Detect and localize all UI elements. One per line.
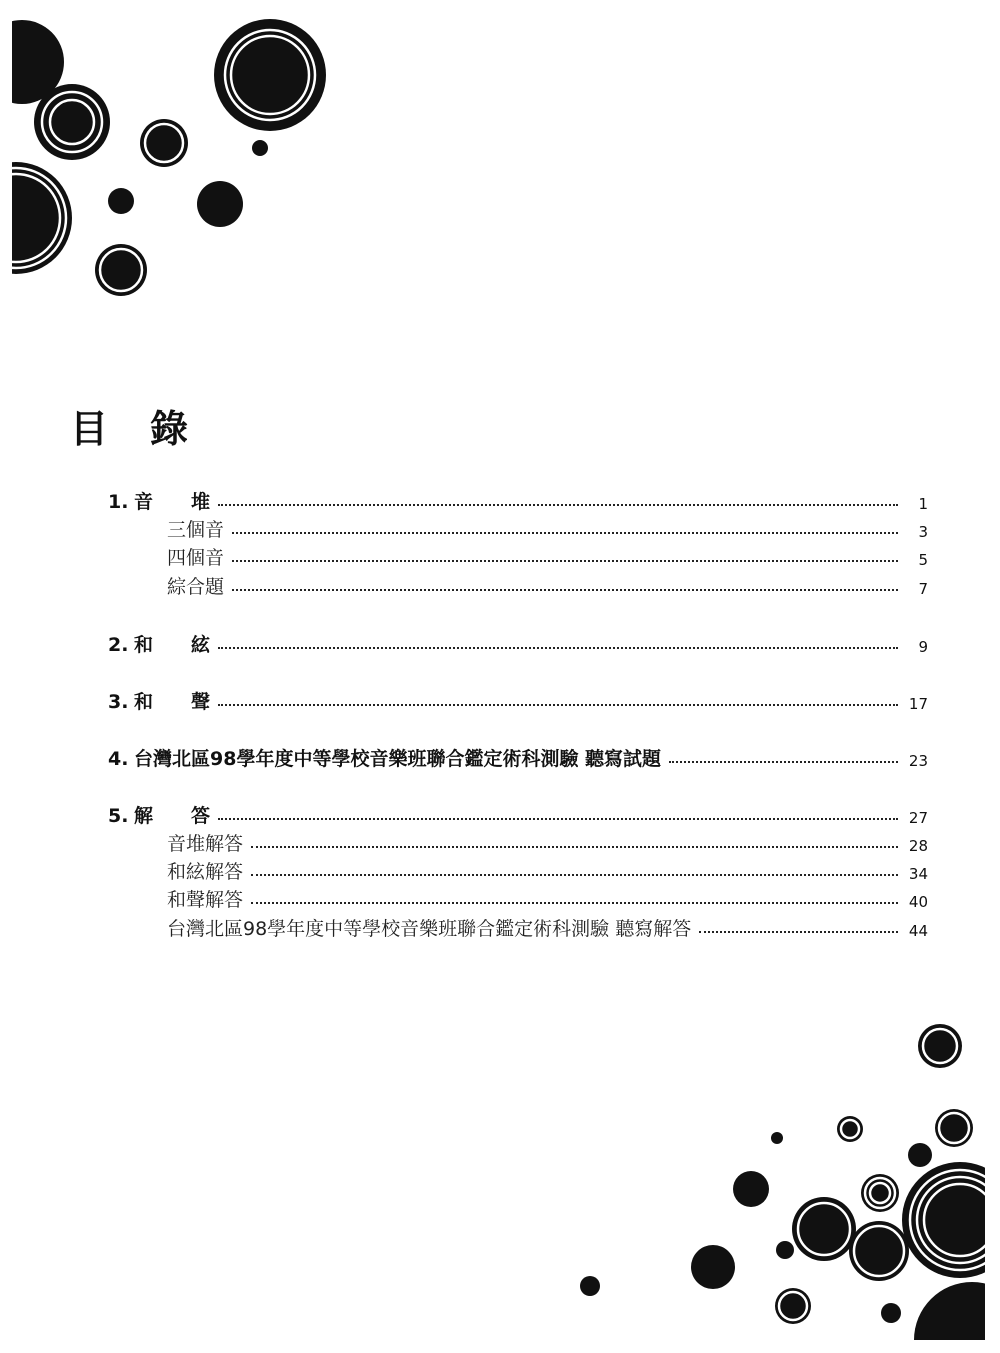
subsection-title: 和聲解答: [167, 889, 244, 911]
toc-subentry[interactable]: [167, 571, 928, 599]
decorative-circles-bottom-right: [560, 1010, 1000, 1353]
section-title: 和 聲: [134, 691, 211, 713]
section-number: 3.: [108, 691, 129, 713]
toc-subentry[interactable]: [167, 856, 928, 884]
toc-entry[interactable]: [108, 629, 928, 657]
page-number: 40: [908, 893, 928, 911]
decor-circle: [881, 1303, 901, 1323]
toc-subentry[interactable]: [167, 828, 928, 856]
section-number: 1.: [108, 491, 129, 513]
page-number: 28: [908, 837, 928, 855]
toc-title: 目 錄: [70, 407, 191, 451]
decor-circle: [95, 244, 147, 296]
decor-circle: [935, 1109, 973, 1147]
decor-circle: [918, 1024, 962, 1068]
subsection-title: 綜合題: [167, 576, 225, 598]
toc-subentry[interactable]: [167, 514, 928, 542]
decor-circle: [849, 1221, 909, 1281]
page-number: 27: [908, 809, 928, 827]
decor-circle: [776, 1241, 794, 1259]
page-number: 44: [908, 922, 928, 940]
dot-leader: [218, 504, 898, 506]
toc-entry[interactable]: [108, 743, 928, 771]
subsection-title: 四個音: [167, 547, 225, 569]
decor-circle: [34, 84, 110, 160]
dot-leader: [669, 761, 898, 763]
toc-subentry[interactable]: [167, 542, 928, 570]
page-number: 17: [908, 695, 928, 713]
section-number: 5.: [108, 805, 129, 827]
decor-circle: [140, 119, 188, 167]
decor-circle: [108, 188, 134, 214]
dot-leader: [218, 704, 898, 706]
dot-leader: [251, 846, 898, 848]
decor-circle: [252, 140, 268, 156]
decor-circle: [908, 1143, 932, 1167]
decor-circle: [775, 1288, 811, 1324]
subsection-title: 音堆解答: [167, 833, 244, 855]
dot-leader: [232, 560, 898, 562]
page-number: 34: [908, 865, 928, 883]
section-title: 解 答: [134, 805, 211, 827]
page-number: 3: [918, 523, 928, 541]
decor-circle: [733, 1171, 769, 1207]
dot-leader: [251, 874, 898, 876]
section-title: 台灣北區98學年度中等學校音樂班聯合鑑定術科測驗 聽寫試題: [134, 748, 662, 770]
decor-circle: [792, 1197, 856, 1261]
toc-entry[interactable]: [108, 800, 928, 828]
section-number: 4.: [108, 748, 129, 770]
dot-leader: [218, 818, 898, 820]
toc-entry[interactable]: [108, 686, 928, 714]
dot-leader: [251, 902, 898, 904]
dot-leader: [232, 532, 898, 534]
page-number: 9: [918, 638, 928, 656]
dot-leader: [218, 647, 898, 649]
dot-leader: [699, 931, 898, 933]
toc-entry[interactable]: [108, 486, 928, 514]
page-number: 1: [918, 495, 928, 513]
dot-leader: [232, 589, 898, 591]
subsection-title: 台灣北區98學年度中等學校音樂班聯合鑑定術科測驗 聽寫解答: [167, 918, 692, 940]
toc-subentry[interactable]: [167, 884, 928, 912]
subsection-title: 三個音: [167, 519, 225, 541]
toc-subentry[interactable]: [167, 913, 928, 941]
decor-circle: [691, 1245, 735, 1289]
page-number: 23: [908, 752, 928, 770]
decor-circle: [197, 181, 243, 227]
page-number: 7: [918, 580, 928, 598]
section-title: 和 絃: [134, 634, 211, 656]
subsection-title: 和絃解答: [167, 861, 244, 883]
decor-circle: [861, 1174, 899, 1212]
decorative-circles-top-left: [0, 0, 340, 310]
page-number: 5: [918, 551, 928, 569]
decor-circle: [580, 1276, 600, 1296]
section-title: 音 堆: [134, 491, 211, 513]
decor-circle: [771, 1132, 783, 1144]
section-number: 2.: [108, 634, 129, 656]
